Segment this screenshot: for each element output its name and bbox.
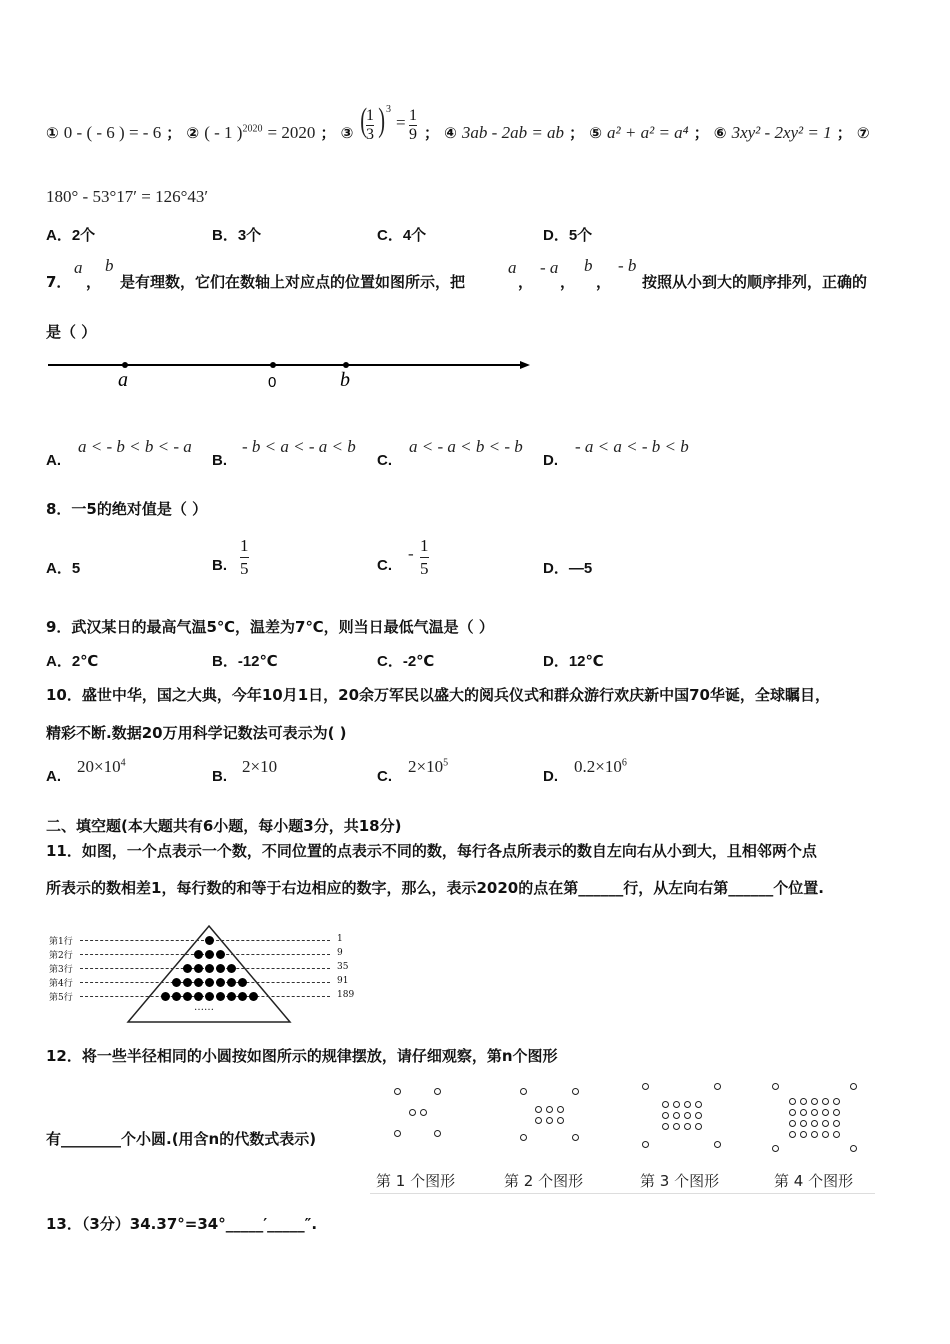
number-line — [46, 352, 536, 396]
q10-option-d-expr — [574, 757, 627, 777]
q7-option-d-letter: D. — [543, 452, 558, 469]
dot — [183, 978, 192, 987]
small-circle — [833, 1109, 840, 1116]
q7-c1: ， — [518, 273, 534, 291]
q10-line-1: 10．盛世中华，国之大典，今年10月1日，20余万军民以盛大的阅兵仪式和群众游行欢庆新中国70华诞，全球瞩目， — [46, 686, 830, 704]
fraction-denominator: 5 — [240, 559, 249, 578]
q10-option-d-letter: D. — [543, 768, 558, 785]
section-2-heading: 二、填空题(本大题共有6小题，每小题3分，共18分) — [46, 817, 402, 835]
q6-option-c: C．4个 — [377, 227, 427, 244]
small-circle — [684, 1123, 691, 1130]
q9-option-d: D．12℃ — [543, 653, 604, 670]
small-circle — [394, 1130, 401, 1137]
small-circle — [850, 1145, 857, 1152]
dot — [183, 964, 192, 973]
small-circle — [695, 1123, 702, 1130]
small-circle — [833, 1098, 840, 1105]
row-label-2: 第2行 — [49, 951, 73, 961]
small-circle — [811, 1098, 818, 1105]
small-circle — [420, 1109, 427, 1116]
small-circle — [662, 1123, 669, 1130]
dot — [172, 978, 181, 987]
expr-6: 3xy² - 2xy² = 1 — [731, 123, 832, 142]
q8-text: 8．一5的绝对值是（ ） — [46, 500, 208, 518]
q7-option-c-letter: C. — [377, 452, 392, 469]
separator: ； — [693, 124, 709, 142]
expr-4: 3ab - 2ab = ab — [461, 123, 565, 142]
q7-text-1: 是有理数，它们在数轴上对应点的位置如图所示，把 — [120, 273, 466, 291]
q7-v3: b — [584, 256, 593, 275]
expr-exponent: 5 — [443, 757, 449, 769]
q10-option-c-expr — [408, 757, 448, 777]
q7-text-2: 按照从小到大的顺序排列，正确的 — [642, 273, 868, 291]
figure-4 — [772, 1083, 857, 1158]
small-circle — [822, 1098, 829, 1105]
dot — [216, 978, 225, 987]
row-label-1: 第1行 — [49, 937, 73, 947]
dot — [194, 950, 203, 959]
figure-3 — [642, 1083, 722, 1158]
q7-option-c-expr: a < - a < b < - b — [409, 437, 523, 456]
small-circle — [684, 1101, 691, 1108]
expr-base: 2×10 — [408, 757, 444, 776]
small-circle — [714, 1083, 721, 1090]
row-label-4: 第4行 — [49, 979, 73, 989]
q9-option-a: A．2℃ — [46, 653, 99, 670]
expr-2-result: = 2020 — [267, 123, 316, 142]
q8-option-b-letter: B. — [212, 557, 227, 574]
figure-4-label: 第 4 个图形 — [774, 1172, 854, 1190]
expr-2-exponent: 2020 — [242, 123, 263, 135]
q9-option-c: C．-2℃ — [377, 653, 435, 670]
expr-3-rnum: 1 — [409, 107, 417, 124]
separator: ； — [166, 124, 182, 142]
small-circle — [535, 1106, 542, 1113]
label-b: b — [340, 369, 350, 391]
small-circle — [642, 1141, 649, 1148]
small-circle — [850, 1083, 857, 1090]
dot — [227, 992, 236, 1001]
q7-option-b-letter: B. — [212, 452, 227, 469]
small-circle — [800, 1098, 807, 1105]
small-circle — [789, 1131, 796, 1138]
small-circle — [789, 1120, 796, 1127]
small-circle — [662, 1112, 669, 1119]
separator: ； — [836, 124, 852, 142]
small-circle — [800, 1131, 807, 1138]
small-circle — [409, 1109, 416, 1116]
small-circle — [434, 1088, 441, 1095]
dot — [216, 992, 225, 1001]
small-circle — [833, 1120, 840, 1127]
dot — [249, 992, 258, 1001]
small-circle — [673, 1112, 680, 1119]
q7-line-2: 是（ ） — [46, 323, 97, 341]
q7-comma: ， — [86, 273, 102, 291]
q7-option-b-expr: - b < a < - a < b — [242, 437, 356, 456]
q6-option-a: A．2个 — [46, 227, 96, 244]
ellipsis: …… — [194, 1002, 214, 1013]
circled-5: ⑤ — [589, 124, 602, 142]
label-0: 0 — [268, 374, 277, 391]
row-sum-4: 91 — [337, 976, 349, 986]
q12-line-2: 有________个小圆.(用含n的代数式表示) — [46, 1130, 317, 1148]
small-circle — [535, 1117, 542, 1124]
small-circle — [684, 1112, 691, 1119]
row-sum-3: 35 — [337, 962, 349, 972]
dot — [216, 950, 225, 959]
dot — [161, 992, 170, 1001]
row-sum-1: 1 — [337, 934, 343, 944]
point-b — [343, 362, 349, 368]
q8-option-c-sign: - — [408, 544, 414, 563]
q8-option-c-fraction — [420, 535, 429, 580]
small-circle — [673, 1123, 680, 1130]
point-a — [122, 362, 128, 368]
expr-3-rden: 9 — [409, 126, 417, 143]
dot — [205, 936, 214, 945]
small-circle — [520, 1134, 527, 1141]
q12-line-1: 12．将一些半径相同的小圆按如图所示的规律摆放，请仔细观察，第n个图形 — [46, 1047, 558, 1065]
q7-number: 7． — [46, 273, 72, 291]
triangle-dot-figure — [46, 924, 366, 1024]
label-a: a — [118, 369, 128, 391]
figure-3-label: 第 3 个图形 — [640, 1172, 720, 1190]
q11-line-2: 所表示的数相差1，每行数的和等于右边相应的数字，那么，表示2020的点在第______行，从左向右第______个位置. — [46, 879, 824, 897]
q10-option-c-letter: C. — [377, 768, 392, 785]
circled-1: ① — [46, 124, 59, 142]
fraction-numerator: 1 — [420, 536, 429, 555]
fraction-denominator: 5 — [420, 559, 429, 578]
small-circle — [772, 1145, 779, 1152]
separator: ； — [569, 124, 585, 142]
circled-2: ② — [186, 124, 200, 142]
small-circle — [800, 1109, 807, 1116]
small-circle — [772, 1083, 779, 1090]
expr-base: 0.2×10 — [574, 757, 622, 776]
q7-v2: - a — [540, 258, 559, 277]
dot — [227, 964, 236, 973]
circled-7: ⑦ — [856, 124, 870, 142]
figure-1-label: 第 1 个图形 — [376, 1172, 456, 1190]
small-circle — [695, 1101, 702, 1108]
expr-3-exponent: 3 — [386, 104, 391, 115]
figure-2 — [520, 1088, 580, 1148]
point-0 — [270, 362, 276, 368]
q10-option-b-expr — [242, 757, 277, 777]
small-circle — [662, 1101, 669, 1108]
small-circle — [546, 1106, 553, 1113]
circled-6: ⑥ — [713, 124, 727, 142]
expr-exponent: 6 — [621, 757, 627, 769]
row-sum-5: 189 — [337, 990, 355, 1000]
row-sum-2: 9 — [337, 948, 343, 958]
row-label-5: 第5行 — [49, 993, 73, 1003]
small-circle — [572, 1134, 579, 1141]
expr-3-num: 1 — [366, 107, 374, 124]
small-circle — [822, 1109, 829, 1116]
q7-var-a: a — [74, 258, 83, 277]
small-circle — [789, 1109, 796, 1116]
expr-base: 2×10 — [242, 757, 278, 776]
q6-option-b: B．3个 — [212, 227, 262, 244]
figure-1 — [394, 1088, 444, 1148]
dot — [172, 992, 181, 1001]
small-circle — [714, 1141, 721, 1148]
q8-option-b-fraction — [240, 535, 249, 580]
q10-line-2: 精彩不断.数据20万用科学记数法可表示为( ) — [46, 724, 347, 742]
q6-statement-7: 180° - 53°17′ = 126°43′ — [46, 187, 209, 206]
small-circle — [833, 1131, 840, 1138]
q10-option-b-letter: B. — [212, 768, 227, 785]
q10-option-a-expr — [77, 757, 126, 777]
q8-option-d: D．—5 — [543, 560, 593, 577]
q6-statements-line — [46, 122, 353, 143]
expr-exponent: 4 — [120, 757, 126, 769]
small-circle — [822, 1120, 829, 1127]
small-circle — [811, 1120, 818, 1127]
expr-1: 0 - ( - 6 ) = - 6 — [63, 123, 162, 142]
expr-base: 20×10 — [77, 757, 121, 776]
small-circle — [695, 1112, 702, 1119]
dot — [238, 978, 247, 987]
dot — [205, 964, 214, 973]
dot — [205, 978, 214, 987]
small-circle — [822, 1131, 829, 1138]
separator: ； — [320, 124, 336, 142]
small-circle — [557, 1117, 564, 1124]
small-circle — [394, 1088, 401, 1095]
q13-text: 13．（3分）34.37°=34°_____′_____″. — [46, 1215, 318, 1233]
q6-option-d: D．5个 — [543, 227, 593, 244]
small-circle — [800, 1120, 807, 1127]
expr-3-den: 3 — [366, 126, 374, 143]
small-circle — [673, 1101, 680, 1108]
q7-v1: a — [508, 258, 517, 277]
q7-option-a-letter: A. — [46, 452, 61, 469]
q11-line-1: 11．如图，一个点表示一个数，不同位置的点表示不同的数，每行各点所表示的数自左向右从小到大，且相邻两个点 — [46, 842, 817, 860]
expr-3-equals: = — [396, 113, 406, 132]
dot — [205, 992, 214, 1001]
q7-c2: ， — [560, 273, 576, 291]
q7-v4: - b — [618, 256, 637, 275]
q7-option-a-expr: a < - b < b < - a — [78, 437, 192, 456]
dot — [194, 992, 203, 1001]
dot — [183, 992, 192, 1001]
q9-option-b: B．-12℃ — [212, 653, 278, 670]
small-circle — [434, 1130, 441, 1137]
small-circle — [520, 1088, 527, 1095]
small-circle — [811, 1109, 818, 1116]
small-circle — [642, 1083, 649, 1090]
q7-option-d-expr: - a < a < - b < b — [575, 437, 689, 456]
dot — [194, 964, 203, 973]
small-circle — [572, 1088, 579, 1095]
q8-option-a: A．5 — [46, 560, 81, 577]
axis-arrow — [520, 361, 530, 369]
small-circle — [789, 1098, 796, 1105]
dot — [205, 950, 214, 959]
dot — [194, 978, 203, 987]
q9-text: 9．武汉某日的最高气温5℃，温差为7℃，则当日最低气温是（ ） — [46, 618, 494, 636]
small-circle — [811, 1131, 818, 1138]
circle-figures — [370, 1078, 875, 1194]
q7-c3: ， — [596, 273, 612, 291]
fraction-numerator: 1 — [240, 536, 249, 555]
dot — [227, 978, 236, 987]
row-label-3: 第3行 — [49, 965, 73, 975]
q6-statements-line-cont — [424, 122, 870, 143]
expr-2: ( - 1 ) — [204, 123, 243, 142]
figure-2-label: 第 2 个图形 — [504, 1172, 584, 1190]
q10-option-a-letter: A. — [46, 768, 61, 785]
small-circle — [557, 1106, 564, 1113]
small-circle — [546, 1117, 553, 1124]
dot — [216, 964, 225, 973]
expr-5: a² + a² = a⁴ — [607, 123, 689, 142]
dot — [238, 992, 247, 1001]
circled-4: ④ — [444, 124, 457, 142]
circled-3: ③ — [340, 124, 354, 142]
q8-option-c-letter: C. — [377, 557, 392, 574]
q7-var-b: b — [105, 256, 114, 275]
separator: ； — [424, 124, 440, 142]
